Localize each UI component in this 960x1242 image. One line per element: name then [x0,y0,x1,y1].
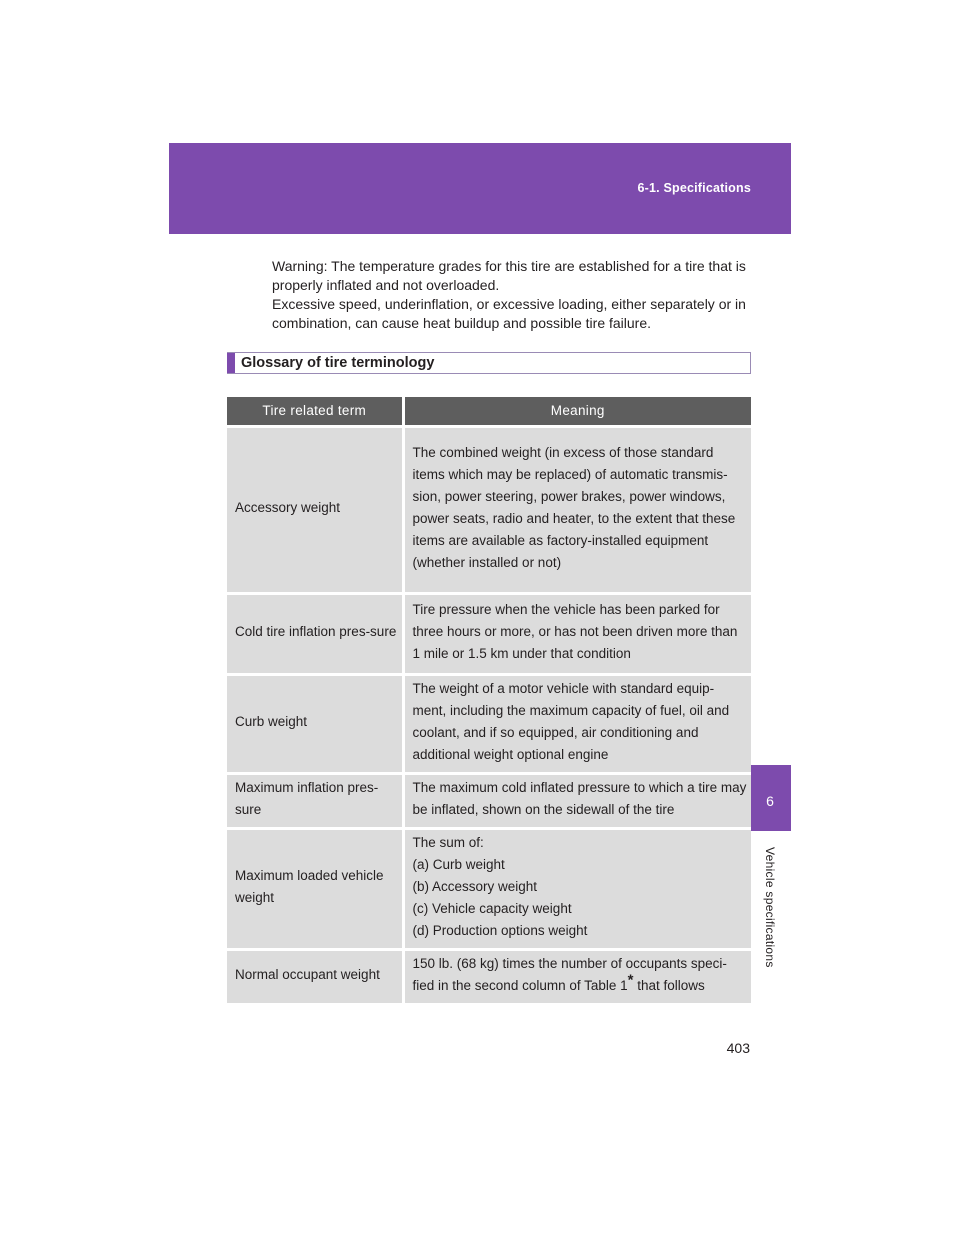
table-row [227,674,751,773]
meaning-cell: The weight of a motor vehicle with standard equip-ment, including the maximum capacity of fuel, oil and coolant, and if so equipped, air conditioning and additional weight optional engine [403,674,751,773]
section-heading [227,352,751,374]
chapter-label-text: Vehicle specifications [763,847,777,968]
meaning-text: 150 lb. (68 kg) times the number of occupants speci-fied in the second column of Table 1 [412,955,727,993]
section-title: Glossary of tire terminology [241,355,435,371]
term-cell: Cold tire inflation pres-sure [227,593,403,674]
section-heading-bar [227,353,235,373]
meaning-cell: The sum of: (a) Curb weight (b) Accessory weight (c) Vehicle capacity weight (d) Production options weight [403,828,751,949]
chapter-number: 6 [766,793,774,809]
term-cell: Curb weight [227,674,403,773]
header-band [169,143,791,234]
term-cell: Accessory weight [227,426,403,593]
header-section-title: 6-1. Specifications [637,181,751,195]
term-cell: Maximum inflation pres-sure [227,773,403,828]
warning-text [272,257,752,333]
table-row [227,828,751,949]
table-row [227,426,751,593]
table-header-row [227,397,751,426]
meaning-text-tail: that follows [633,977,705,993]
page-number: 403 [726,1040,750,1056]
table-row [227,949,751,1003]
meaning-cell: Tire pressure when the vehicle has been parked for three hours or more, or has not been driven more than 1 mile or 1.5 km under that condition [403,593,751,674]
column-header-meaning: Meaning [403,397,751,426]
warning-line-1: Warning: The temperature grades for this tire are established for a tire that is properly inflated and not overloaded. [272,258,746,293]
term-cell: Normal occupant weight [227,949,403,1003]
footnote-asterisk: * [627,971,634,988]
meaning-cell [403,949,751,1003]
chapter-label [752,840,788,975]
glossary-table [227,397,751,1003]
chapter-tab[interactable] [749,765,791,831]
table-row [227,593,751,674]
meaning-cell: The maximum cold inflated pressure to which a tire may be inflated, shown on the sidewall of the tire [403,773,751,828]
column-header-term: Tire related term [227,397,403,426]
term-cell: Maximum loaded vehicle weight [227,828,403,949]
table-row [227,773,751,828]
meaning-cell: The combined weight (in excess of those standard items which may be replaced) of automatic transmis-sion, power steering, power brakes, power windows, power seats, radio and heater, to the extent that these items are available as factory-installed equipment (whether installed or not) [403,426,751,593]
warning-line-2: Excessive speed, underinflation, or excessive loading, either separately or in combination, can cause heat buildup and possible tire failure. [272,296,746,331]
